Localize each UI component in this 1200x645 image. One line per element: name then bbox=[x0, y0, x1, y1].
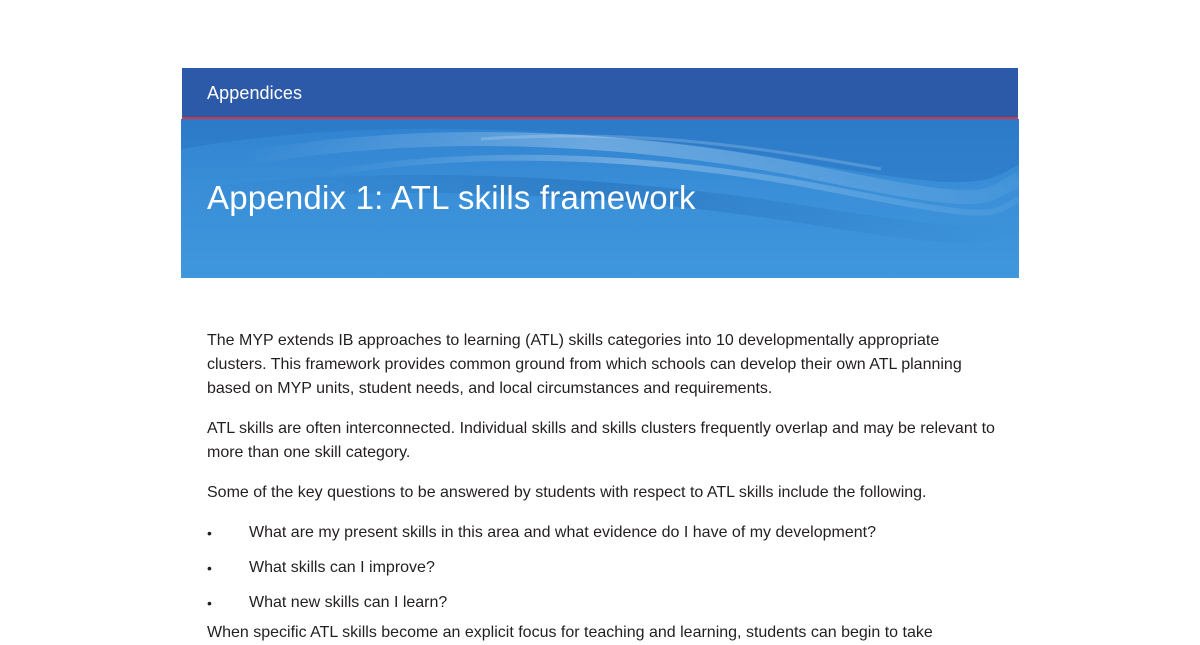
list-item-text: What are my present skills in this area and what evidence do I have of my development? bbox=[249, 524, 876, 541]
list-item bbox=[207, 591, 997, 615]
page-title: Appendix 1: ATL skills framework bbox=[207, 179, 696, 216]
list-item-text: What skills can I improve? bbox=[249, 559, 435, 576]
interconnection-paragraph: ATL skills are often interconnected. Individual skills and skills clusters frequently overlap and may be relevant to more than one skill category. bbox=[207, 420, 995, 461]
cut-off-paragraph: When specific ATL skills become an explicit focus for teaching and learning, students can begin to take bbox=[207, 624, 933, 641]
section-header-bar bbox=[182, 68, 1018, 119]
bullet-icon: • bbox=[207, 560, 212, 576]
list-item bbox=[207, 521, 997, 545]
section-label: Appendices bbox=[207, 83, 303, 103]
body-content bbox=[207, 329, 997, 626]
bullet-icon: • bbox=[207, 525, 212, 541]
title-banner bbox=[181, 119, 1019, 278]
questions-list bbox=[207, 521, 997, 615]
list-item-text: What new skills can I learn? bbox=[249, 594, 448, 611]
list-item bbox=[207, 556, 997, 580]
intro-paragraph: The MYP extends IB approaches to learning (ATL) skills categories into 10 developmentally appropriate clusters. This framework provides common ground from which schools can develop their own ATL planning based on MYP units, student needs, and local circumstances and requirements. bbox=[207, 332, 962, 397]
key-questions-paragraph: Some of the key questions to be answered by students with respect to ATL skills include the following. bbox=[207, 484, 927, 501]
bullet-icon: • bbox=[207, 595, 212, 611]
